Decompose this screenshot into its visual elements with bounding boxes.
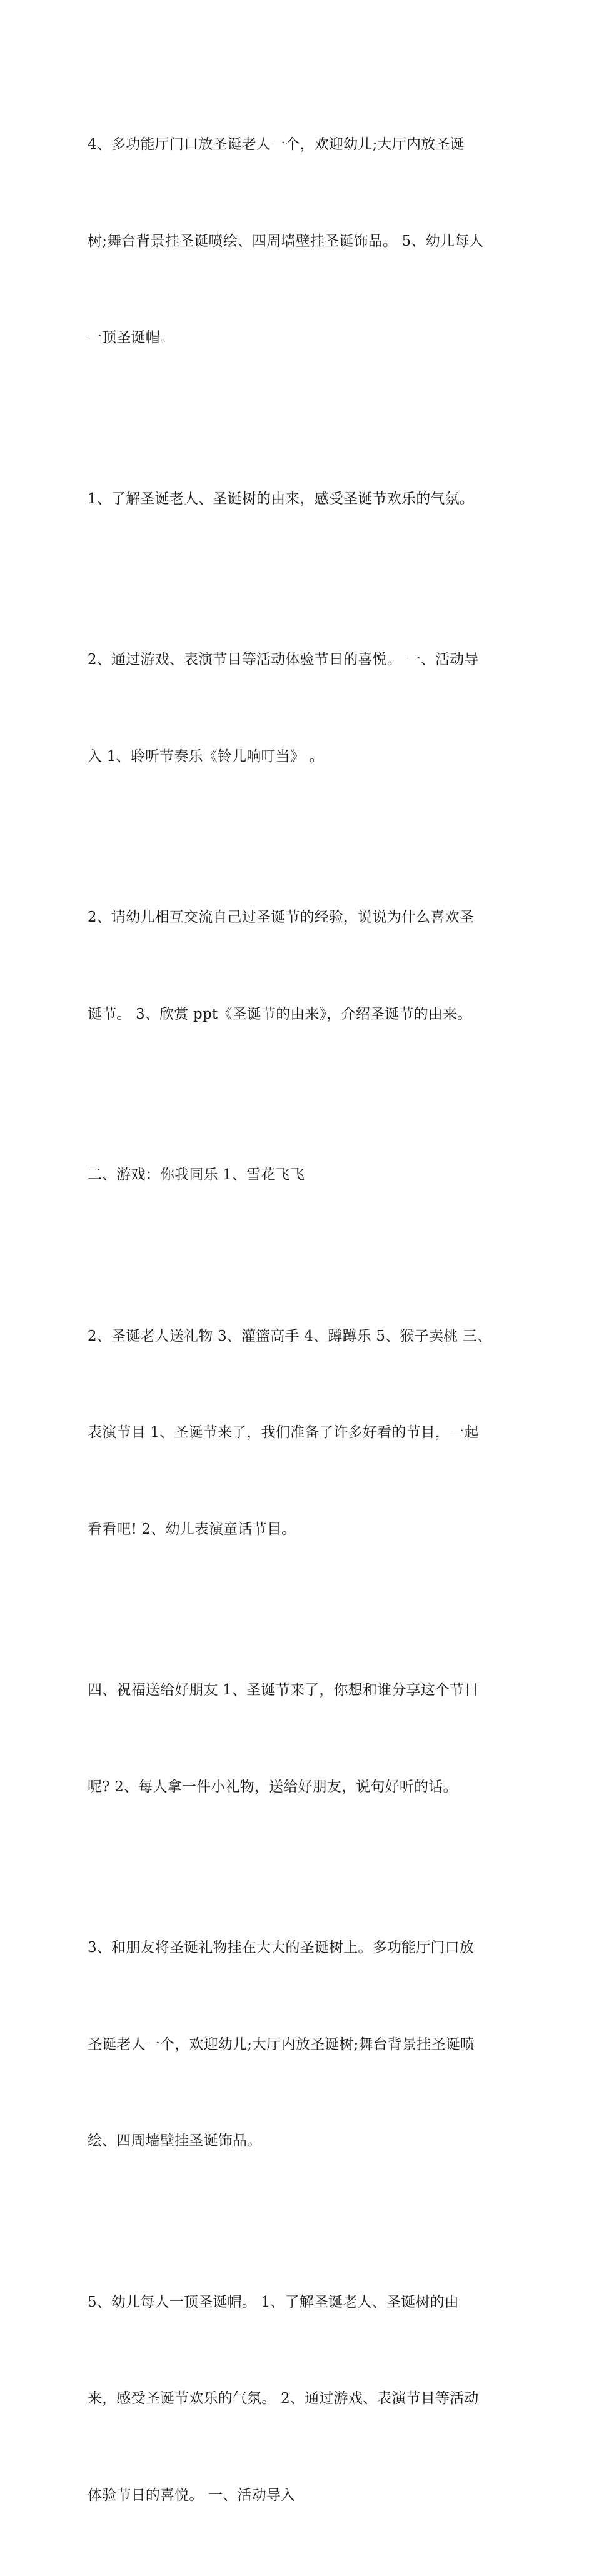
text-line: 4、多功能厅门口放圣诞老人一个，欢迎幼儿;大厅内放圣诞 bbox=[88, 129, 513, 161]
text-line: 一顶圣诞帽。 bbox=[88, 322, 513, 355]
paragraph-5 bbox=[88, 1095, 513, 1256]
text-line: 1、了解圣诞老人、圣诞树的由来，感受圣诞节欢乐的气氛。 bbox=[88, 483, 513, 516]
text-line: 5、幼儿每人一顶圣诞帽。 1、了解圣诞老人、圣诞树的由 bbox=[88, 2287, 513, 2319]
text-line: 表演节目 1、圣诞节来了，我们准备了许多好看的节目，一起 bbox=[88, 1417, 513, 1449]
text-line: 树;舞台背景挂圣诞喷绘、四周墙壁挂圣诞饰品。 5、幼儿每人 bbox=[88, 226, 513, 258]
document-page bbox=[0, 0, 594, 768]
paragraph-4 bbox=[88, 837, 513, 1095]
paragraph-2 bbox=[88, 419, 513, 580]
paragraph-3 bbox=[88, 580, 513, 837]
document-body bbox=[88, 64, 513, 2576]
text-line: 体验节日的喜悦。 一、活动导入 bbox=[88, 2480, 513, 2512]
paragraph-1 bbox=[88, 64, 513, 419]
text-line: 呢? 2、每人拿一件小礼物，送给好朋友，说句好听的话。 bbox=[88, 1771, 513, 1804]
paragraph-9 bbox=[88, 2222, 513, 2576]
text-line: 绘、四周墙壁挂圣诞饰品。 bbox=[88, 2125, 513, 2158]
paragraph-8 bbox=[88, 1868, 513, 2222]
text-line: 3、和朋友将圣诞礼物挂在大大的圣诞树上。多功能厅门口放 bbox=[88, 1932, 513, 1965]
text-line: 来，感受圣诞节欢乐的气氛。 2、通过游戏、表演节目等活动 bbox=[88, 2383, 513, 2415]
paragraph-7 bbox=[88, 1610, 513, 1868]
text-line: 四、祝福送给好朋友 1、圣诞节来了，你想和谁分享这个节日 bbox=[88, 1674, 513, 1707]
text-line: 二、游戏：你我同乐 1、雪花飞飞 bbox=[88, 1159, 513, 1192]
text-line: 诞节。 3、欣赏 ppt《圣诞节的由来》，介绍圣诞节的由来。 bbox=[88, 999, 513, 1031]
text-line: 2、圣诞老人送礼物 3、灌篮高手 4、蹲蹲乐 5、猴子卖桃 三、 bbox=[88, 1321, 513, 1353]
text-line: 2、通过游戏、表演节目等活动体验节日的喜悦。 一、活动导 bbox=[88, 644, 513, 677]
text-line: 入 1、聆听节奏乐《铃儿响叮当》 。 bbox=[88, 741, 513, 773]
text-line: 2、请幼儿相互交流自己过圣诞节的经验，说说为什么喜欢圣 bbox=[88, 902, 513, 934]
paragraph-6 bbox=[88, 1256, 513, 1611]
text-line: 圣诞老人一个，欢迎幼儿;大厅内放圣诞树;舞台背景挂圣诞喷 bbox=[88, 2029, 513, 2061]
text-line: 看看吧! 2、幼儿表演童话节目。 bbox=[88, 1514, 513, 1546]
